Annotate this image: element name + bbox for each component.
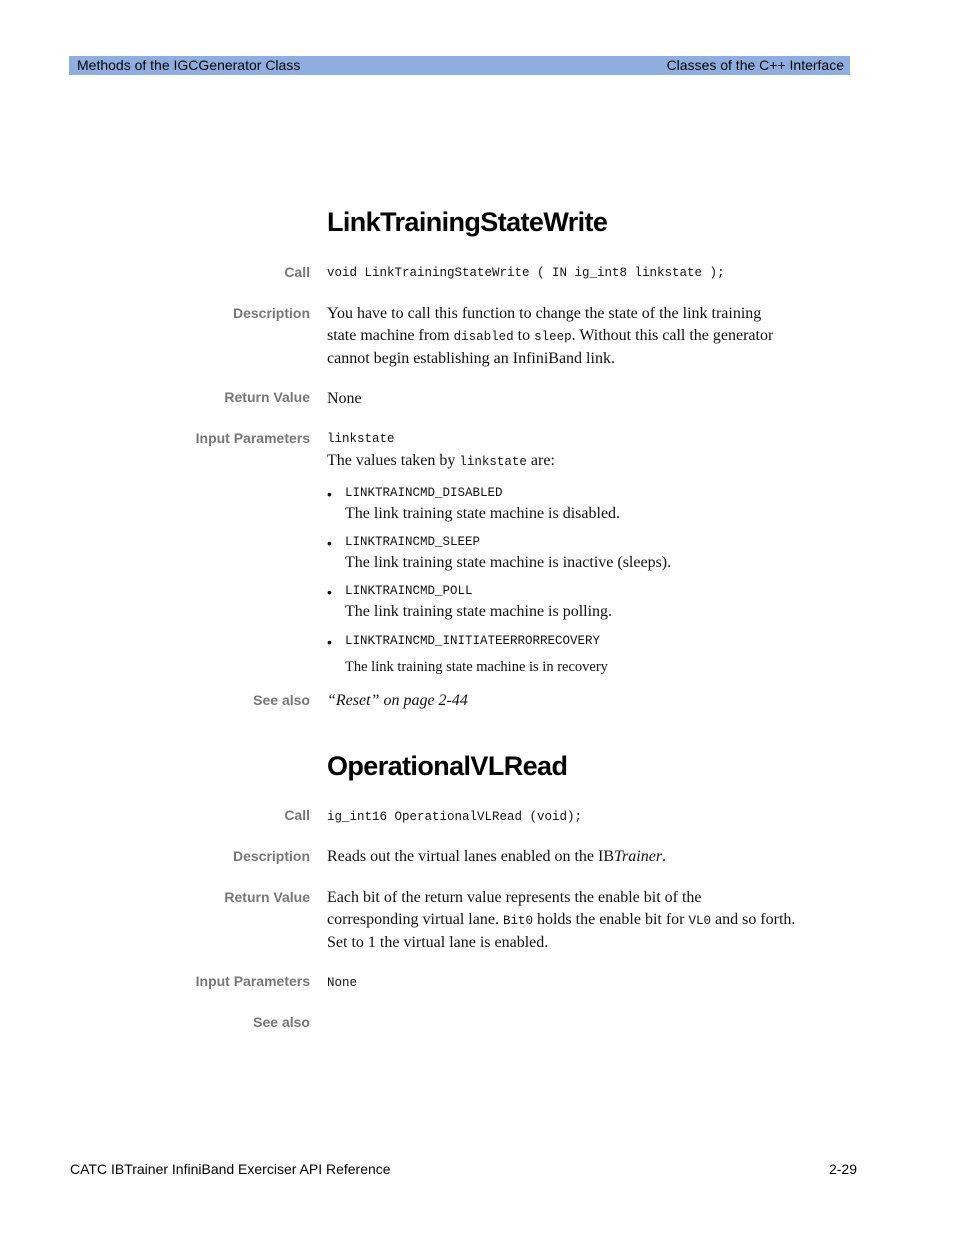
- description-line: state machine from disabled to sleep. Without this call the generator: [327, 326, 774, 344]
- bullet-icon: •: [327, 486, 332, 502]
- list-item-code: LINKTRAINCMD_INITIATEERRORRECOVERY: [345, 634, 601, 648]
- section-title-operationalvlread: OperationalVLRead: [327, 751, 568, 781]
- inline-code: Bit0: [502, 913, 533, 928]
- return-value-label: Return Value: [224, 889, 310, 905]
- call-signature: ig_int16 OperationalVLRead (void);: [327, 810, 583, 824]
- product-name: Trainer: [614, 848, 663, 865]
- values-intro: The values taken by linkstate are:: [327, 452, 555, 469]
- bullet-icon: •: [327, 535, 332, 551]
- list-item-code: LINKTRAINCMD_SLEEP: [345, 535, 481, 549]
- bullet-icon: •: [327, 584, 332, 600]
- input-parameters-value: None: [327, 976, 358, 990]
- return-line: Each bit of the return value represents the enable bit of the: [327, 889, 702, 906]
- list-item-code: LINKTRAINCMD_DISABLED: [345, 486, 503, 500]
- call-label: Call: [284, 264, 310, 280]
- section-title-linktrainingstatewrite: LinkTrainingStateWrite: [327, 207, 608, 237]
- description-label: Description: [232, 848, 310, 864]
- list-item-desc: The link training state machine is disabled.: [345, 505, 621, 522]
- description-line: cannot begin establishing an InfiniBand link.: [327, 350, 615, 367]
- return-line: Set to 1 the virtual lane is enabled.: [327, 934, 549, 951]
- description-text: Reads out the virtual lanes enabled on the IBTrainer.: [327, 848, 667, 865]
- call-label: Call: [284, 807, 310, 823]
- input-parameters-label: Input Parameters: [195, 973, 310, 989]
- call-signature: void LinkTrainingStateWrite ( IN ig_int8 linkstate );: [327, 266, 725, 280]
- inline-code: sleep: [534, 329, 572, 344]
- inline-code: VL0: [688, 913, 711, 928]
- description-label: Description: [232, 305, 310, 321]
- list-item-code: LINKTRAINCMD_POLL: [345, 584, 473, 598]
- footer-page-number: 2-29: [828, 1161, 857, 1177]
- inline-code: disabled: [453, 329, 514, 344]
- input-parameters-label: Input Parameters: [195, 430, 310, 446]
- running-header: [69, 56, 850, 75]
- bullet-icon: •: [327, 634, 332, 650]
- header-chapter-title: Methods of the IGCGenerator Class: [77, 57, 301, 73]
- return-value-text: [327, 887, 857, 954]
- see-also-label: See also: [253, 692, 310, 708]
- return-value-label: Return Value: [224, 389, 310, 405]
- list-item-desc: The link training state machine is inactive (sleeps).: [345, 554, 672, 571]
- return-line: corresponding virtual lane. Bit0 holds the enable bit for VL0 and so forth.: [327, 910, 796, 928]
- list-item-desc: The link training state machine is polling.: [345, 603, 613, 620]
- see-also-label: See also: [253, 1014, 310, 1030]
- see-also-link[interactable]: “Reset” on page 2-44: [327, 692, 468, 709]
- return-value-text: None: [327, 390, 362, 407]
- description-line: You have to call this function to change the state of the link training: [327, 305, 762, 322]
- parameter-name: linkstate: [327, 432, 395, 446]
- description-text: [327, 303, 857, 370]
- header-section-title: Classes of the C++ Interface: [666, 57, 844, 73]
- list-item-desc: The link training state machine is in recovery: [345, 659, 608, 675]
- inline-code: linkstate: [459, 455, 527, 469]
- footer-document-title: CATC IBTrainer InfiniBand Exerciser API Reference: [70, 1161, 391, 1177]
